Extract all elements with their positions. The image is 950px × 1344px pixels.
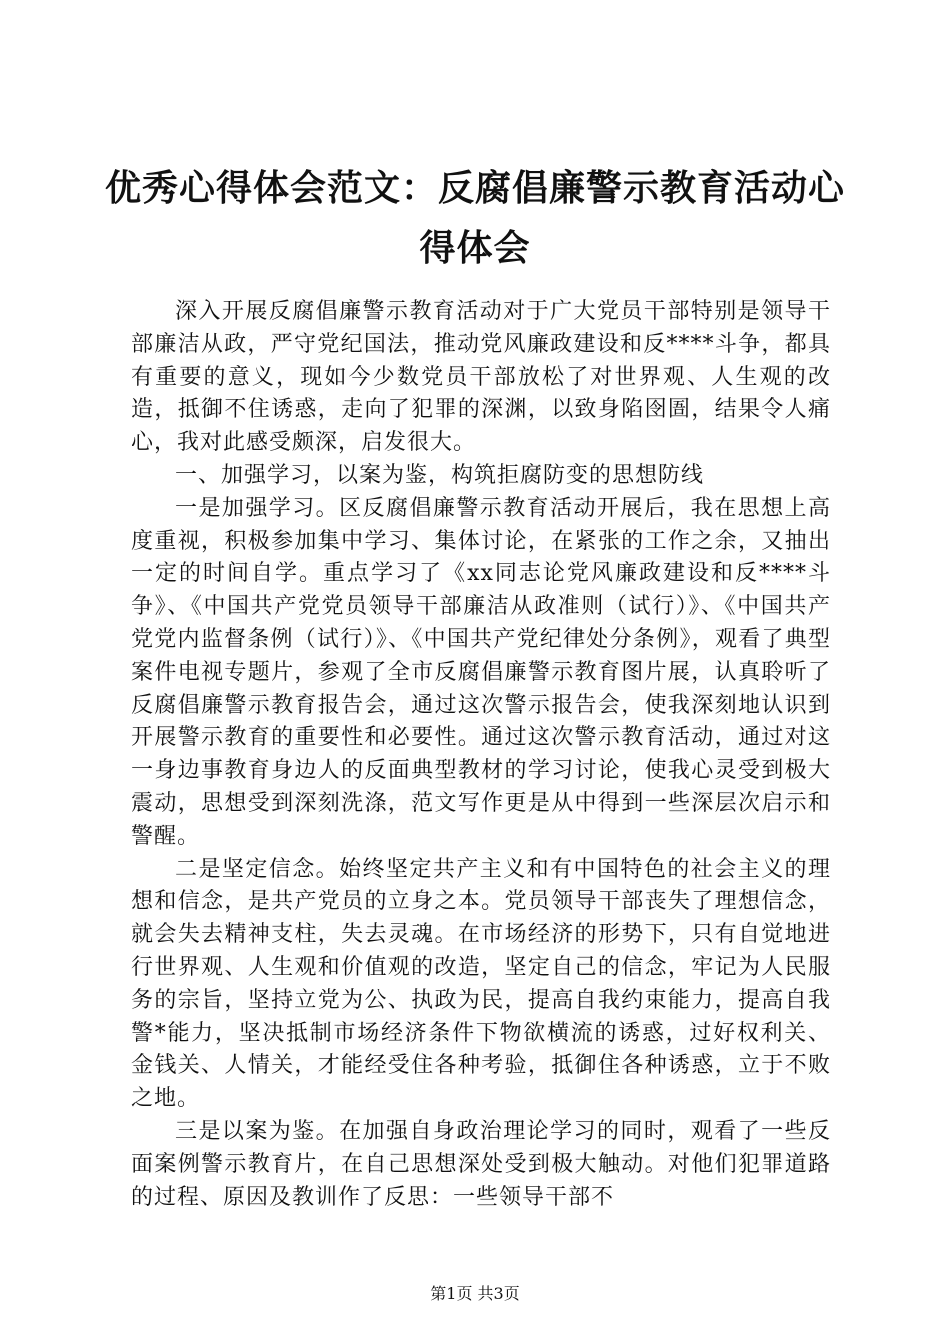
paragraph-belief: 二是坚定信念。始终坚定共产主义和有中国特色的社会主义的理想和信念，是共产党员的立身之本。党员领导干部丧失了理想信念，就会失去精神支柱，失去灵魂。在市场经济的形势下，只有自觉地进行世界观、人生观和价值观的改造，坚定自己的信念，牢记为人民服务的宗旨，坚持立党为公、执政为民，提高自我约束能力，提高自我警*能力，坚决抵制市场经济条件下物欲横流的诱惑，过好权利关、金钱关、人情关，才能经受住各种考验，抵御住各种诱惑，立于不败之地。 — [131, 856, 831, 1112]
section-heading: 一、加强学习，以案为鉴，构筑拒腐防变的思想防线 — [175, 462, 705, 488]
paragraph-lesson: 三是以案为鉴。在加强自身政治理论学习的同时，观看了一些反面案例警示教育片，在自己思想深处受到极大触动。对他们犯罪道路的过程、原因及教训作了反思：一些领导干部不 — [131, 1118, 831, 1210]
paragraph-study: 一是加强学习。区反腐倡廉警示教育活动开展后，我在思想上高度重视，积极参加集中学习、集体讨论，在紧张的工作之余，又抽出一定的时间自学。重点学习了《xx同志论党风廉政建设和反****斗争》、《中国共产党党员领导干部廉洁从政准则（试行）》、《中国共产党党内监督条例（试行）》、《中国共产党纪律处分条例》，观看了典型案件电视专题片，参观了全市反腐倡廉警示教育图片展，认真聆听了反腐倡廉警示教育报告会，通过这次警示报告会，使我深刻地认识到开展警示教育的重要性和必要性。通过这次警示教育活动，通过对这一身边事教育身边人的反面典型教材的学习讨论，使我心灵受到极大震动，思想受到深刻洗涤，范文写作更是从中得到一些深层次启示和警醒。 — [131, 495, 831, 849]
paragraph-intro: 深入开展反腐倡廉警示教育活动对于广大党员干部特别是领导干部廉洁从政，严守党纪国法，推动党风廉政建设和反****斗争，都具有重要的意义，现如今少数党员干部放松了对世界观、人生观的改造，抵御不住诱惑，走向了犯罪的深渊，以致身陷囹圄，结果令人痛心，我对此感受颇深，启发很大。 — [131, 299, 831, 456]
document-body — [131, 296, 831, 1214]
page-number-footer: 第1页 共3页 — [430, 1284, 520, 1303]
document-title: 优秀心得体会范文：反腐倡廉警示教育活动心得体会 — [104, 167, 845, 269]
